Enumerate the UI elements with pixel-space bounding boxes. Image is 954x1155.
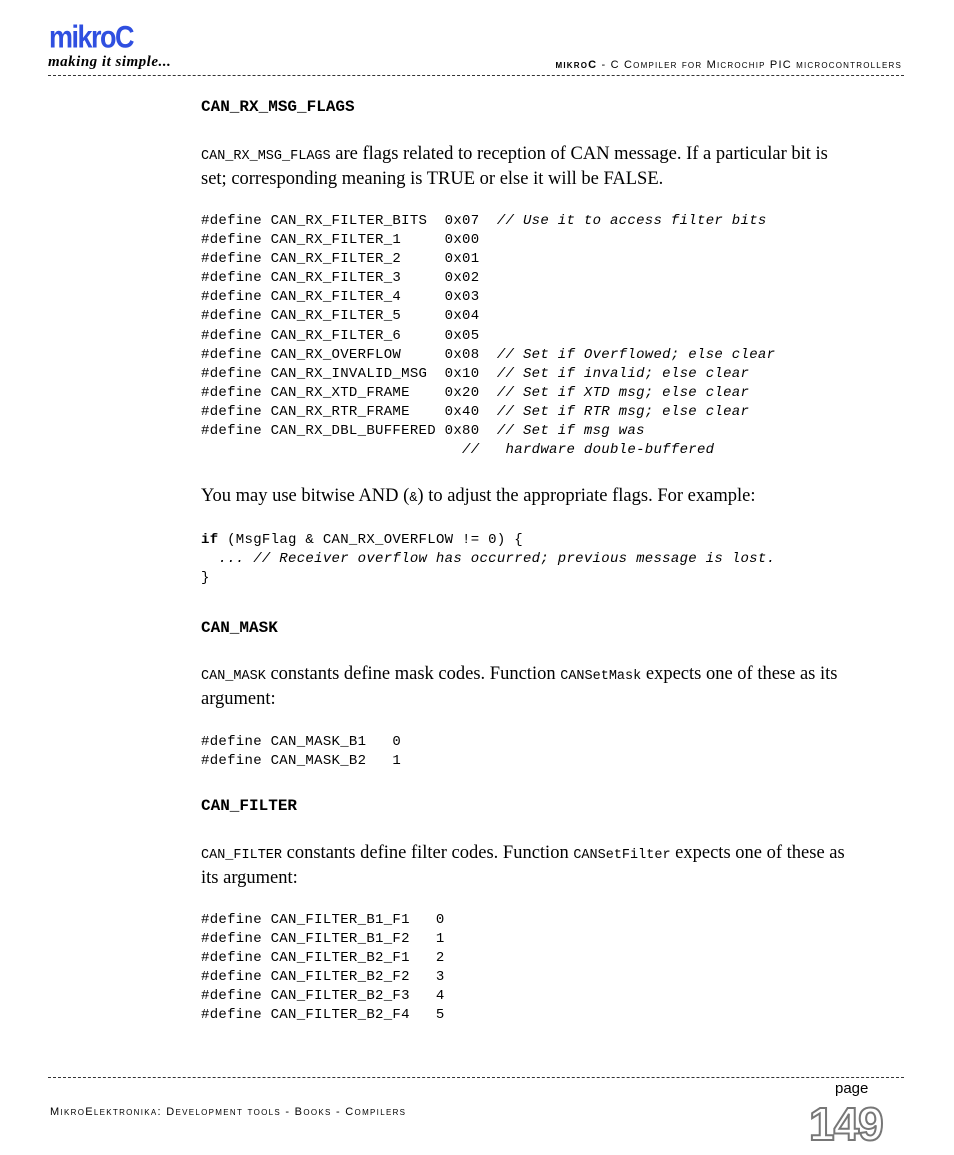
tagline: making it simple... (48, 54, 172, 70)
code-line: #define CAN_FILTER_B1_F1 0 (201, 912, 445, 928)
code-line: #define CAN_RX_RTR_FRAME 0x40 (201, 403, 497, 420)
heading-can-rx-msg-flags: CAN_RX_MSG_FLAGS (201, 98, 355, 116)
code-line: #define CAN_FILTER_B2_F2 3 (201, 969, 445, 986)
code-line: #define CAN_RX_XTD_FRAME 0x20 (201, 384, 497, 401)
heading-can-mask: CAN_MASK (201, 619, 278, 637)
code-line: #define CAN_FILTER_B2_F1 2 (201, 950, 445, 967)
footer-publisher: MikroElektronika: Development tools - Books - Compilers (50, 1106, 407, 1118)
example-keyword-if: if (201, 532, 219, 548)
running-header (555, 59, 902, 71)
page-label: page (835, 1080, 869, 1097)
example-line-1: (MsgFlag & CAN_RX_OVERFLOW != 0) { (218, 532, 523, 548)
code-comment: // Use it to access filter bits (496, 213, 767, 229)
mask-description (201, 663, 851, 711)
mask-intro-code: CAN_MASK (201, 669, 266, 684)
header-divider (48, 75, 904, 76)
code-line: #define CAN_RX_INVALID_MSG 0x10 (201, 365, 497, 382)
code-line: #define CAN_MASK_B1 0 (201, 734, 402, 750)
code-line: #define CAN_RX_FILTER_1 0x00 (201, 232, 480, 249)
rx-flags-description (201, 143, 851, 191)
code-line: #define CAN_FILTER_B1_F2 1 (201, 931, 445, 948)
code-line: #define CAN_RX_FILTER_2 0x01 (201, 251, 480, 268)
filter-intro-code: CAN_FILTER (201, 848, 283, 863)
code-line (201, 442, 462, 458)
filter-code-block (201, 911, 445, 1026)
filter-description (201, 842, 851, 890)
running-header-title: - C Compiler for Microchip PIC microcontrollers (597, 59, 902, 71)
code-line: #define CAN_RX_FILTER_4 0x03 (201, 289, 480, 306)
mask-function-name: CANSetMask (560, 669, 642, 684)
code-line: #define CAN_MASK_B2 1 (201, 753, 402, 770)
bitwise-text-post: ) to adjust the appropriate flags. For example: (417, 486, 756, 506)
code-line: #define CAN_RX_DBL_BUFFERED 0x80 (201, 423, 497, 440)
code-line: #define CAN_RX_FILTER_BITS 0x07 (201, 213, 497, 229)
code-line: #define CAN_RX_OVERFLOW 0x08 (201, 346, 497, 363)
filter-function-name: CANSetFilter (573, 848, 671, 863)
code-line: #define CAN_FILTER_B2_F4 5 (201, 1007, 445, 1024)
mask-intro-end: expects one of these as its argument: (201, 664, 838, 709)
code-comment: // Set if invalid; else clear (496, 365, 750, 382)
code-line: #define CAN_RX_FILTER_5 0x04 (201, 308, 480, 325)
code-comment: // hardware double-buffered (462, 442, 715, 459)
code-comment: // Set if msg was (496, 423, 645, 440)
mask-code-block (201, 733, 401, 771)
code-comment: // Set if RTR msg; else clear (496, 403, 750, 420)
example-line-2: ... // Receiver overflow has occurred; previous message is lost. (201, 551, 776, 568)
filter-intro-end: expects one of these as its argument: (201, 843, 845, 888)
bitwise-operator: & (409, 491, 418, 506)
code-line: #define CAN_FILTER_B2_F3 4 (201, 988, 445, 1005)
code-comment: // Set if Overflowed; else clear (496, 346, 776, 363)
footer-divider (48, 1077, 904, 1078)
example-code-block (201, 531, 775, 588)
heading-can-filter: CAN_FILTER (201, 797, 298, 815)
page-number: 149 (809, 1098, 883, 1150)
rx-flags-code-block (201, 212, 775, 460)
rx-flags-intro-text: are flags related to reception of CAN message. If a particular bit is set; corresponding meaning is TRUE or else it will be FALSE. (201, 144, 828, 189)
code-line: #define CAN_RX_FILTER_6 0x05 (201, 327, 480, 344)
mask-intro-mid: constants define mask codes. Function (265, 664, 561, 684)
rx-flags-intro-code: CAN_RX_MSG_FLAGS (201, 149, 331, 164)
code-comment: // Set if XTD msg; else clear (496, 384, 750, 401)
filter-intro-mid: constants define filter codes. Function (282, 843, 574, 863)
running-header-brand: mikroC (555, 59, 598, 71)
mikroc-logo: mikroC (49, 20, 134, 55)
bitwise-text-pre: You may use bitwise AND ( (201, 486, 410, 506)
code-line: #define CAN_RX_FILTER_3 0x02 (201, 270, 480, 287)
bitwise-paragraph (201, 485, 851, 510)
example-line-3: } (201, 570, 210, 587)
